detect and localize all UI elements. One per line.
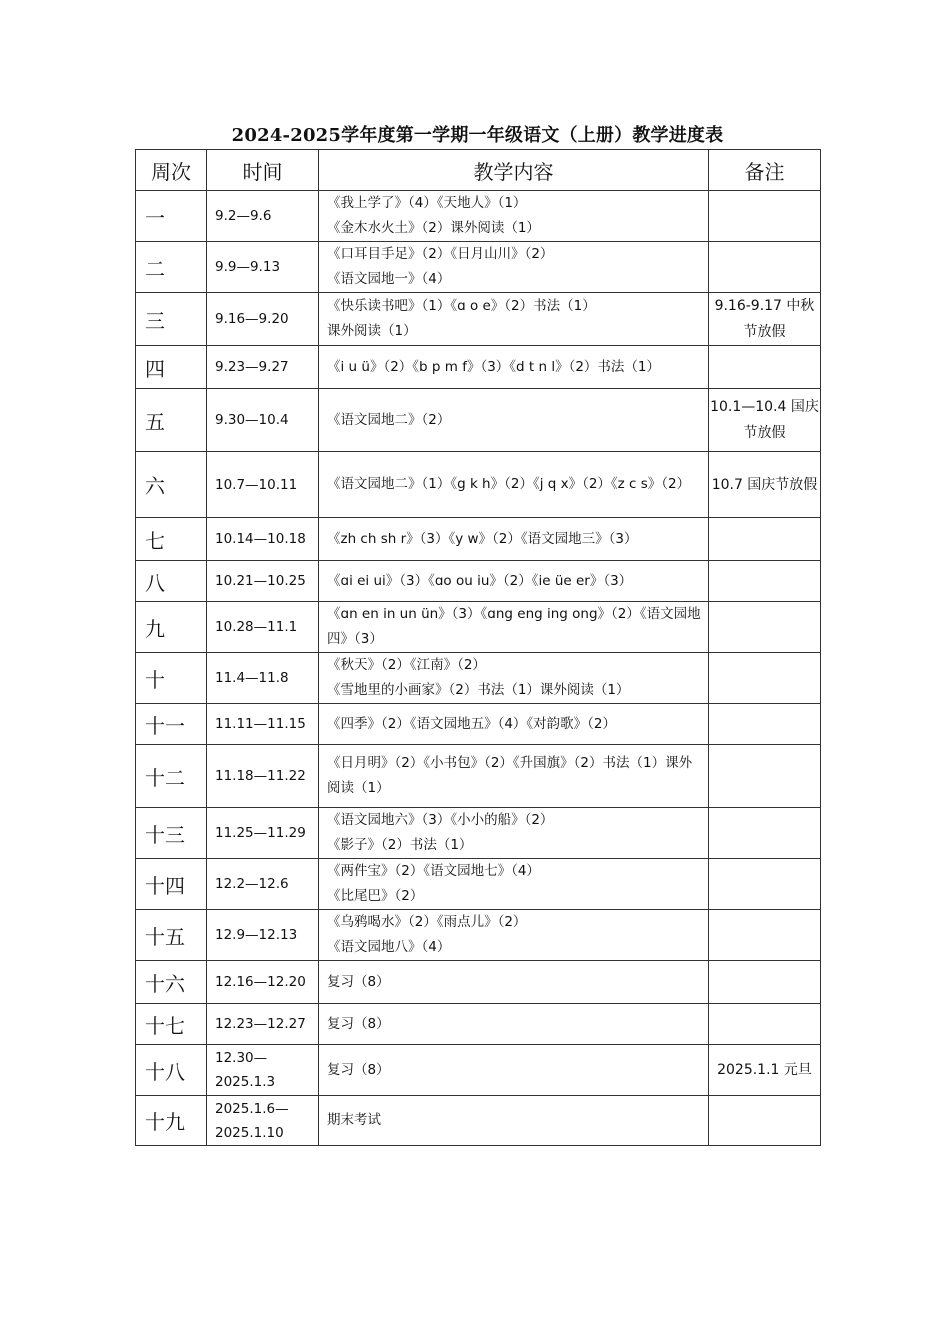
time-cell	[207, 704, 319, 745]
content-cell	[319, 452, 709, 518]
remark-cell	[709, 704, 821, 745]
content-cell	[319, 1004, 709, 1045]
content-cell	[319, 653, 709, 704]
content-cell	[319, 602, 709, 653]
table-row	[136, 346, 821, 389]
table-row	[136, 518, 821, 561]
week-cell: 十八	[136, 1045, 207, 1096]
content-cell	[319, 293, 709, 346]
header-remark: 备注	[709, 150, 821, 191]
content-line: 《口耳目手足》（2）《日月山川》（2）	[327, 246, 554, 262]
table-row	[136, 561, 821, 602]
content-cell	[319, 961, 709, 1004]
table-row	[136, 961, 821, 1004]
time-cell	[207, 452, 319, 518]
time-line: 12.23—12.27	[215, 1016, 306, 1032]
remark-cell: 2025.1.1 元旦	[709, 1045, 821, 1096]
table-row	[136, 1096, 821, 1146]
time-line: 2025.1.10	[215, 1124, 284, 1141]
content-cell	[319, 191, 709, 242]
time-cell	[207, 808, 319, 859]
table-row	[136, 808, 821, 859]
time-line: 9.30—10.4	[215, 412, 289, 428]
week-cell: 十	[136, 653, 207, 704]
table-row	[136, 452, 821, 518]
time-cell	[207, 910, 319, 961]
table-row	[136, 910, 821, 961]
content-line: 《语文园地二》（2）	[327, 411, 451, 428]
time-line: 2025.1.6—	[215, 1100, 289, 1117]
time-cell	[207, 859, 319, 910]
week-cell: 七	[136, 518, 207, 561]
time-cell	[207, 961, 319, 1004]
content-line: 《语文园地六》（3）《小小的船》（2）	[327, 812, 554, 828]
remark-cell	[709, 242, 821, 293]
content-line: 《影子》（2）书法（1）	[327, 837, 473, 853]
week-cell: 十九	[136, 1096, 207, 1146]
content-cell	[319, 1045, 709, 1096]
table-row	[136, 242, 821, 293]
week-cell: 十三	[136, 808, 207, 859]
time-line: 10.21—10.25	[215, 573, 306, 589]
content-line: 《我上学了》（4）《天地人》（1）	[327, 195, 527, 211]
table-row	[136, 1045, 821, 1096]
content-line: 复习（8）	[327, 1061, 390, 1078]
time-cell	[207, 1004, 319, 1045]
remark-cell	[709, 561, 821, 602]
content-line: 《金木水火土》（2）课外阅读（1）	[327, 220, 540, 236]
week-cell: 十六	[136, 961, 207, 1004]
header-time: 时间	[207, 150, 319, 191]
content-cell	[319, 704, 709, 745]
time-cell	[207, 653, 319, 704]
week-cell: 四	[136, 346, 207, 389]
content-line: 复习（8）	[327, 973, 390, 990]
time-cell	[207, 346, 319, 389]
time-line: 9.23—9.27	[215, 359, 289, 375]
week-cell: 十五	[136, 910, 207, 961]
table-row	[136, 704, 821, 745]
week-cell: 六	[136, 452, 207, 518]
time-cell	[207, 389, 319, 452]
content-line: 《雪地里的小画家》（2）书法（1）课外阅读（1）	[327, 682, 630, 698]
content-line: 《zh ch sh r》（3）《y w》（2）《语文园地三》（3）	[327, 530, 638, 547]
header-week: 周次	[136, 150, 207, 191]
time-line: 11.4—11.8	[215, 670, 289, 686]
time-line: 11.18—11.22	[215, 768, 306, 784]
remark-cell	[709, 961, 821, 1004]
time-line: 12.9—12.13	[215, 927, 298, 943]
time-cell	[207, 191, 319, 242]
table-row	[136, 653, 821, 704]
content-cell	[319, 389, 709, 452]
time-line: 9.2—9.6	[215, 208, 272, 224]
time-line: 9.9—9.13	[215, 259, 281, 275]
time-line: 9.16—9.20	[215, 311, 289, 327]
content-cell	[319, 346, 709, 389]
header-row	[136, 150, 821, 191]
remark-cell	[709, 653, 821, 704]
content-line: 《ɑi ei ui》（3）《ɑo ou iu》（2）《ie üe er》（3）	[327, 572, 633, 589]
remark-cell	[709, 859, 821, 910]
time-line: 11.25—11.29	[215, 825, 306, 841]
content-cell	[319, 518, 709, 561]
remark-cell	[709, 518, 821, 561]
content-cell	[319, 808, 709, 859]
content-line: 《语文园地二》（1）《g k h》（2）《j q x》（2）《z c s》（2）	[327, 476, 691, 492]
remark-cell: 10.7 国庆节放假	[709, 452, 821, 518]
content-line: 《ɑn en in un ün》（3）《ɑng eng ing ong》（2）《语文园地四》（3）	[327, 606, 701, 647]
table-row	[136, 293, 821, 346]
schedule-table	[135, 149, 821, 1146]
remark-cell	[709, 191, 821, 242]
content-cell	[319, 1096, 709, 1146]
content-cell	[319, 561, 709, 602]
content-line: 《语文园地八》（4）	[327, 939, 451, 955]
remark-cell	[709, 1096, 821, 1146]
header-content: 教学内容	[319, 150, 709, 191]
week-cell: 三	[136, 293, 207, 346]
time-cell	[207, 1096, 319, 1146]
remark-cell: 10.1—10.4 国庆节放假	[709, 389, 821, 452]
content-line: 《四季》（2）《语文园地五》（4）《对韵歌》（2）	[327, 715, 617, 732]
table-row	[136, 859, 821, 910]
time-cell	[207, 1045, 319, 1096]
time-line: 10.14—10.18	[215, 531, 306, 547]
time-line: 12.2—12.6	[215, 876, 289, 892]
time-line: 10.28—11.1	[215, 619, 298, 635]
remark-cell	[709, 602, 821, 653]
content-line: 《快乐读书吧》（1）《ɑ o e》（2）书法（1）	[327, 298, 596, 314]
remark-cell	[709, 745, 821, 808]
content-cell	[319, 242, 709, 293]
week-cell: 一	[136, 191, 207, 242]
content-line: 《秋天》（2）《江南》（2）	[327, 657, 486, 673]
content-cell	[319, 910, 709, 961]
content-line: 《日月明》（2）《小书包》（2）《升国旗》（2）书法（1）课外阅读（1）	[327, 755, 693, 796]
content-line: 期末考试	[327, 1112, 381, 1128]
document-title: 2024-2025学年度第一学期一年级语文（上册）教学进度表	[231, 125, 724, 146]
content-cell	[319, 859, 709, 910]
table-row	[136, 389, 821, 452]
remark-cell	[709, 910, 821, 961]
week-cell: 十二	[136, 745, 207, 808]
content-cell	[319, 745, 709, 808]
content-line: 《语文园地一》（4）	[327, 271, 451, 287]
time-cell	[207, 745, 319, 808]
time-line: 2025.1.3	[215, 1074, 276, 1090]
time-line: 10.7—10.11	[215, 476, 298, 493]
week-cell: 十七	[136, 1004, 207, 1045]
content-line: 《两件宝》（2）《语文园地七》（4）	[327, 863, 540, 879]
week-cell: 八	[136, 561, 207, 602]
time-cell	[207, 242, 319, 293]
table-row	[136, 602, 821, 653]
content-line: 《乌鸦喝水》（2）《雨点儿》（2）	[327, 914, 527, 930]
week-cell: 十四	[136, 859, 207, 910]
time-cell	[207, 561, 319, 602]
remark-cell	[709, 808, 821, 859]
remark-cell	[709, 1004, 821, 1045]
table-row	[136, 191, 821, 242]
content-line: 复习（8）	[327, 1015, 390, 1032]
content-line: 课外阅读（1）	[327, 323, 417, 339]
remark-cell: 9.16-9.17 中秋节放假	[709, 293, 821, 346]
week-cell: 五	[136, 389, 207, 452]
remark-cell	[709, 346, 821, 389]
table-row	[136, 1004, 821, 1045]
time-line: 12.16—12.20	[215, 974, 306, 990]
time-cell	[207, 602, 319, 653]
content-line: 《比尾巴》（2）	[327, 888, 424, 904]
content-line: 《i u ü》（2）《b p m f》（3）《d t n l》（2）书法（1）	[327, 358, 661, 375]
schedule-body	[136, 191, 821, 1146]
time-cell	[207, 293, 319, 346]
time-line: 12.30—	[215, 1050, 268, 1066]
time-line: 11.11—11.15	[215, 716, 306, 732]
week-cell: 二	[136, 242, 207, 293]
week-cell: 九	[136, 602, 207, 653]
time-cell	[207, 518, 319, 561]
table-row	[136, 745, 821, 808]
week-cell: 十一	[136, 704, 207, 745]
